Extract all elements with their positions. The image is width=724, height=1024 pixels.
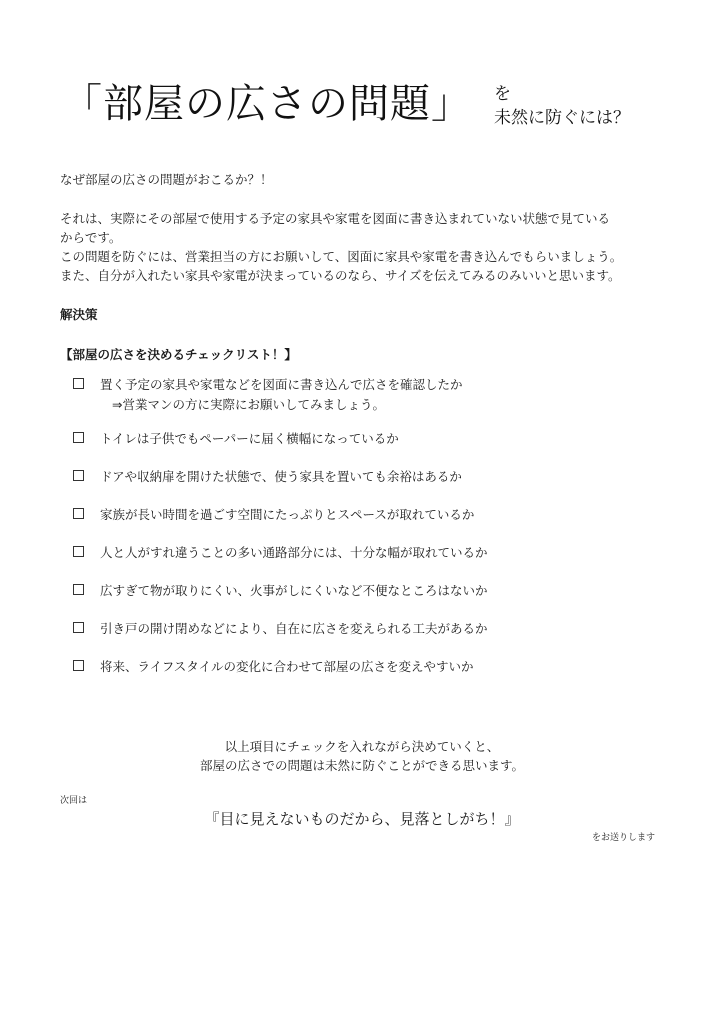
checklist-title: 【部屋の広さを決めるチェックリスト！】 [60,347,297,362]
next-issue-label: 次回は [60,796,88,806]
checklist-item-text: 家族が長い時間を過ごす空間にたっぷりとスペースが取れているか [100,507,475,522]
next-issue-title: 『目に見えないものだから、見落としがち！』 [204,810,520,828]
checklist-item-text: トイレは子供でもペーパーに届く横幅になっているか [100,431,399,446]
checklist-item [0,375,724,429]
solution-heading: 解決策 [60,307,98,322]
checklist-item [0,581,724,619]
checklist-item-text: ドアや収納扉を開けた状態で、使う家具を置いても余裕はあるか [100,469,462,484]
checklist-item [0,467,724,505]
checklist-item [0,505,724,543]
checklist-item [0,657,724,695]
intro-paragraph-2-line-1: この問題を防ぐには、営業担当の方にお願いして、図面に家具や家電を書き込んでもらいましょう。 [60,249,623,264]
checklist-item [0,619,724,657]
checkbox[interactable] [73,470,84,481]
page-title: 「部屋の広さの問題」 [62,81,472,127]
conclusion-line-2: 部屋の広さでの問題は未然に防ぐことができる思います。 [199,758,524,773]
conclusion-line-1: 以上項目にチェックを入れながら決めていくと、 [224,739,500,754]
checklist-item-text: 広すぎて物が取りにくい、火事がしにくいなど不便なところはないか [100,583,488,598]
intro-paragraph-1-line-2: からです。 [60,230,122,245]
intro-paragraph-2-line-2: また、自分が入れたい家具や家電が決まっているのなら、サイズを伝えてみるのみいいと思います。 [60,268,621,283]
checklist-item-text: 引き戸の開け閉めなどにより、自在に広さを変えられる工夫があるか [100,621,488,636]
checkbox[interactable] [73,546,84,557]
checkbox[interactable] [73,660,84,671]
page-title-suffix [494,82,630,130]
checkbox[interactable] [73,508,84,519]
checklist-item [0,429,724,467]
checkbox[interactable] [73,622,84,633]
intro-question: なぜ部屋の広さの問題がおこるか？！ [60,172,273,187]
checklist-item-note: ⇒営業マンの方に実際にお願いしてみましょう。 [112,397,385,412]
checkbox[interactable] [73,584,84,595]
checklist-item-text: 将来、ライフスタイルの変化に合わせて部屋の広さを変えやすいか [100,659,474,674]
intro-paragraph-1-line-1: それは、実際にその部屋で使用する予定の家具や家電を図面に書き込まれていない状態で見ている [60,211,611,226]
checkbox[interactable] [73,432,84,443]
next-issue-suffix: をお送りします [592,833,656,843]
checkbox[interactable] [73,378,84,389]
page-title-suffix-line2: 未然に防ぐには？ [494,108,630,128]
page-title-suffix-line1: を [494,84,511,104]
checklist-item-text: 人と人がすれ違うことの多い通路部分には、十分な幅が取れているか [100,545,488,560]
checklist-item-text: 置く予定の家具や家電などを図面に書き込んで広さを確認したか [100,377,463,392]
checklist-item [0,543,724,581]
checklist [0,375,724,695]
